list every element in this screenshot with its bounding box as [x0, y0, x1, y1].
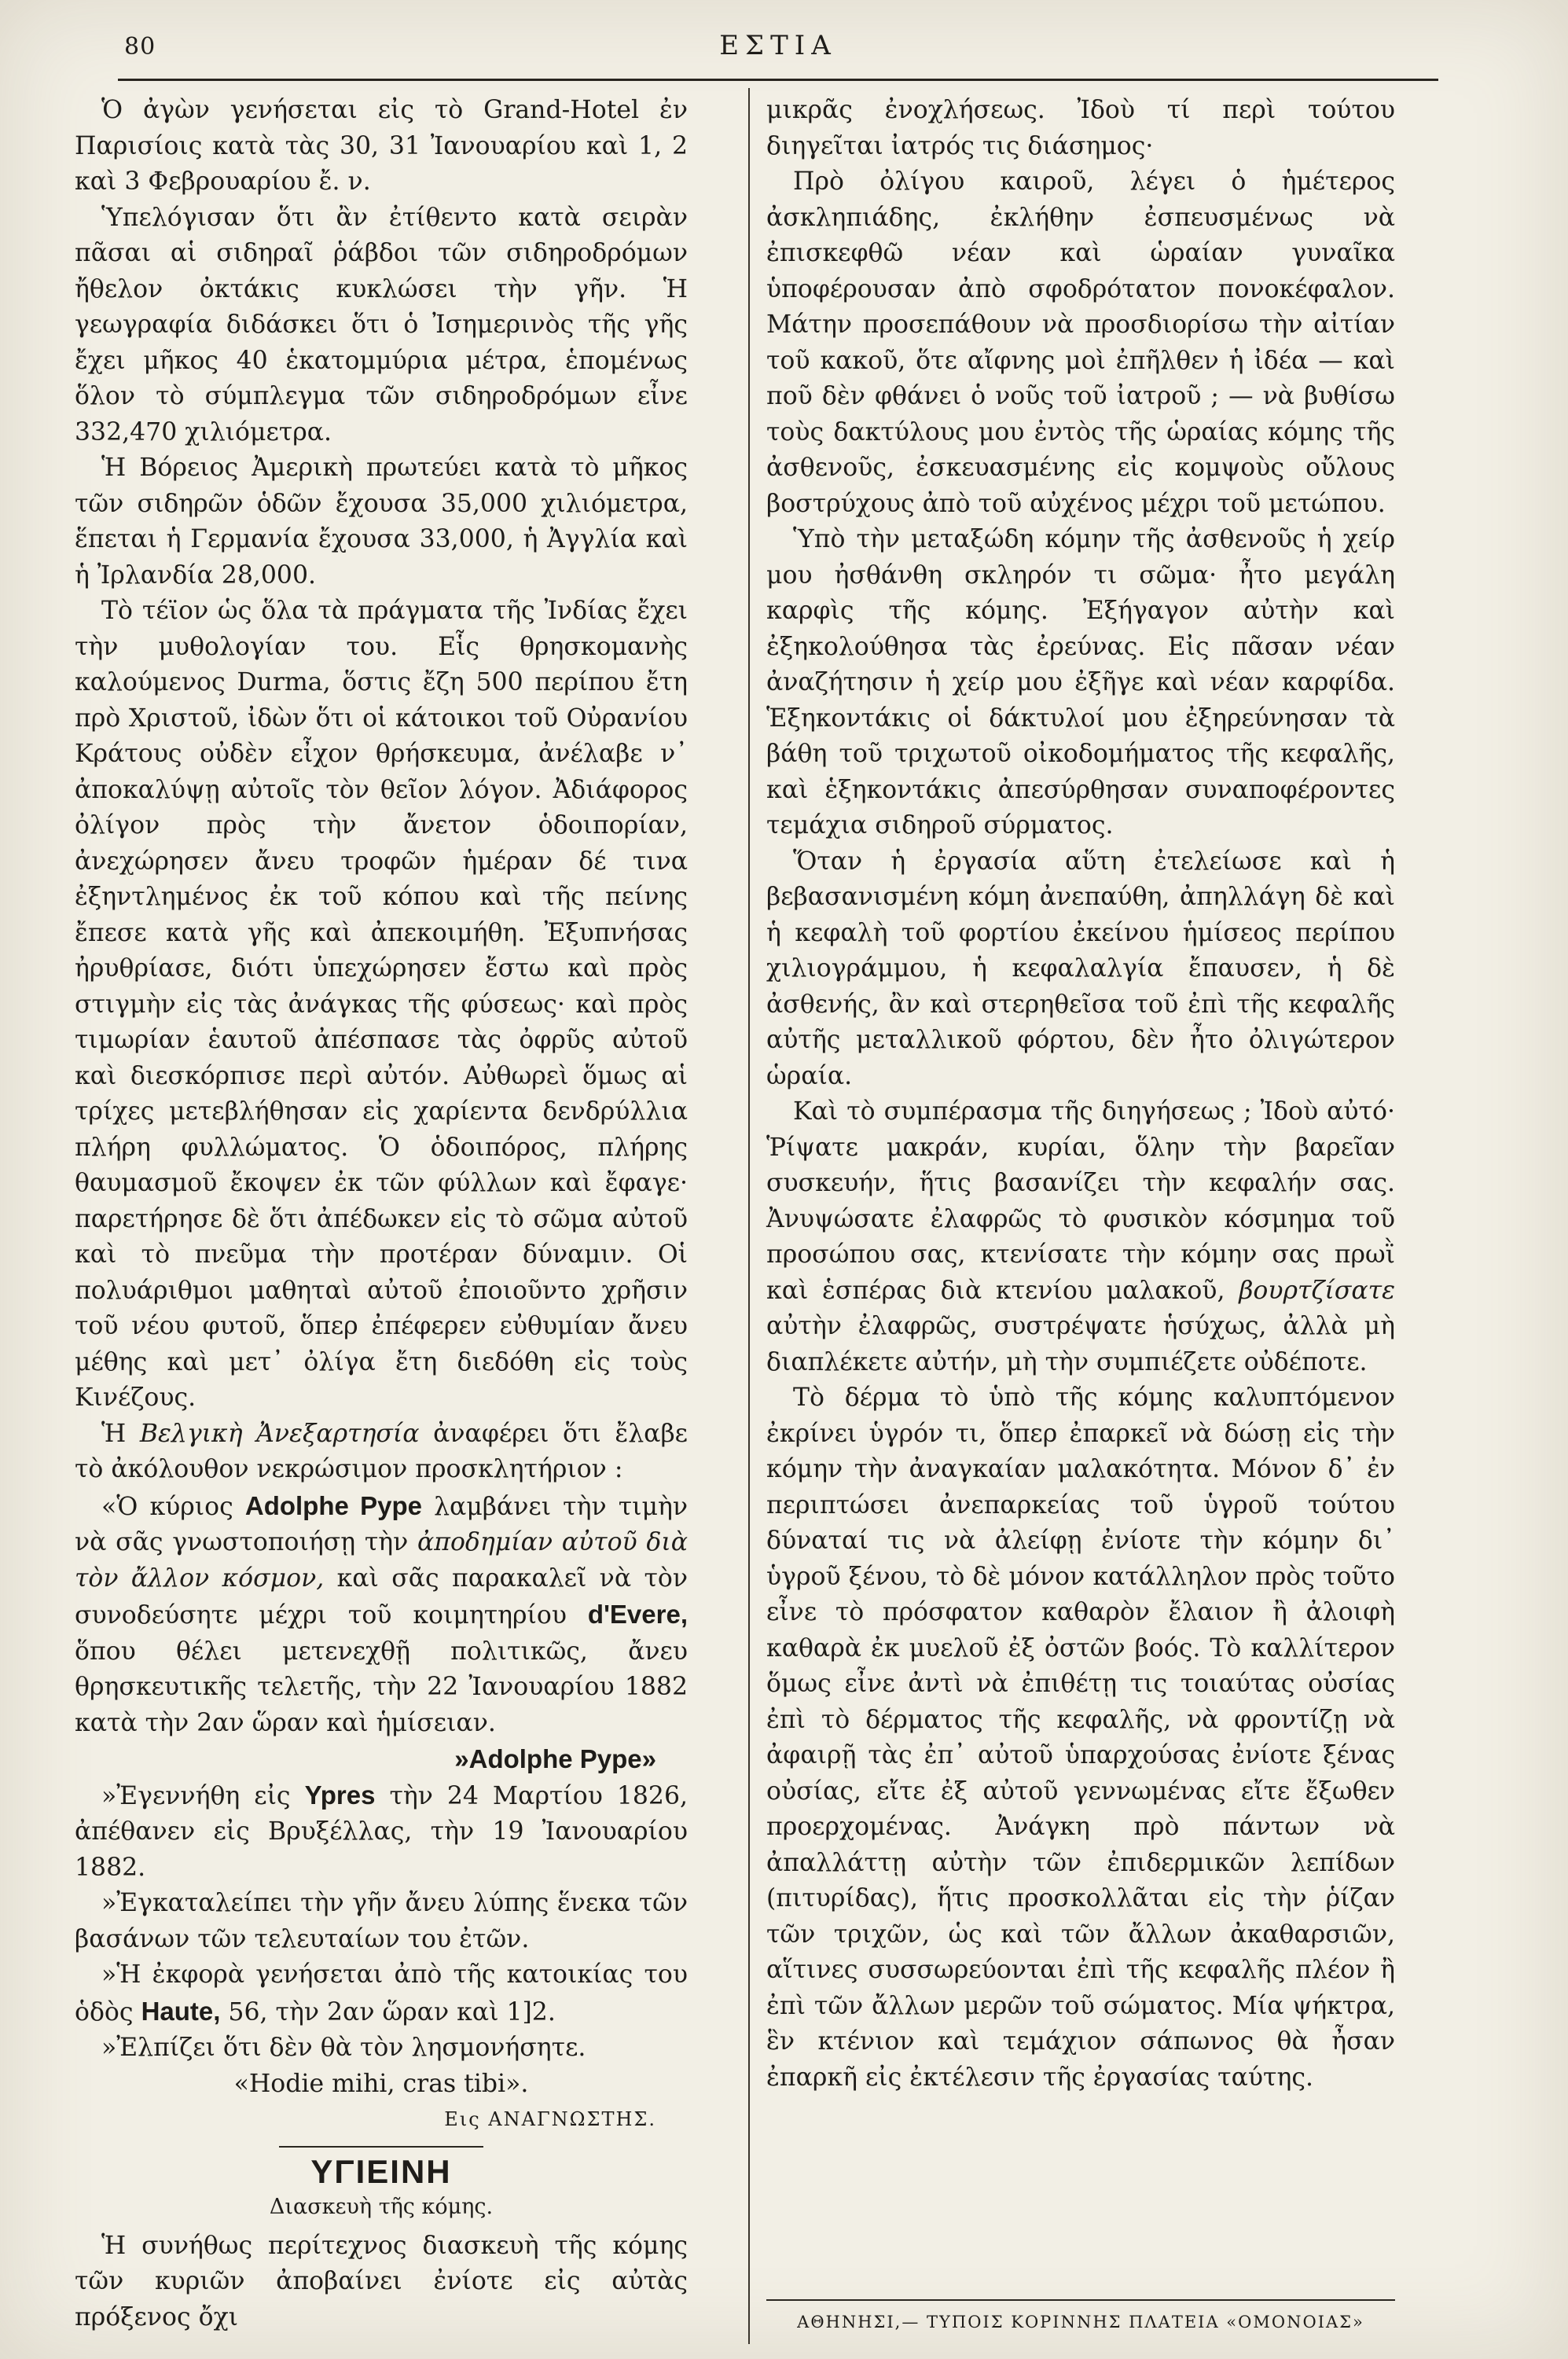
- left-column: [75, 93, 689, 2331]
- left-paragraph-4: Τὸ τέϊον ὡς ὅλα τὰ πράγματα τῆς Ἰνδίας ἔχει τὴν μυθολογίαν του. Εἷς θρησκομανὴς καλούμενος Durma, ὅστις ἔζη 500 περίπου ἔτη πρὸ Χριστοῦ, ἰδὼν ὅτι οἱ κάτοικοι τοῦ Οὐρανίου Κράτους οὐδὲν εἶχον θρήσκευμα, ἀνέλαβε ν᾿ ἀποκαλύψῃ αὐτοῖς τὸν θεῖον λόγον. Ἀδιάφορος ὀλίγον πρὸς τὴν ἄνετον ὁδοιπορίαν, ἀνεχώρησεν ἄνευ τροφῶν ἡμέραν δέ τινα ἐξηντλημένος ἐκ τοῦ κόπου καὶ τῆς πείνης ἔπεσε κατὰ γῆς καὶ ἀπεκοιμήθη. Ἐξυπνήσας ἠρυθρίασε, διότι ὑπεχώρησεν ἔστω καὶ πρὸς στιγμὴν εἰς τὰς ἀνάγκας τῆς φύσεως· καὶ πρὸς τιμωρίαν ἑαυτοῦ ἀπέσπασε τὰς ὀφρῦς αὐτοῦ καὶ διεσκόρπισε περὶ αὐτόν. Αὐθωρεὶ ὅμως αἱ τρίχες μετεβλήθησαν εἰς χαρίεντα δενδρύλλια πλήρη φυλλώματος. Ὁ ὁδοιπόρος, πλήρης θαυμασμοῦ ἔκοψεν ἐκ τῶν φύλλων καὶ ἔφαγε· παρετήρησε δὲ ὅτι ἀπέδωκεν εἰς τὸ σῶμα αὐτοῦ καὶ τὸ πνεῦμα τὴν προτέραν δύναμιν. Οἱ πολυάριθμοι μαθηταὶ αὐτοῦ ἐποιοῦντο χρῆσιν τοῦ νέου φυτοῦ, ὅπερ ἐπέφερεν εὐθυμίαν ἄνευ μέθης καὶ μετ᾿ ὀλίγα ἔτη διεδόθη εἰς τοὺς Κινέζους.: [75, 597, 688, 1412]
- section-subtitle: Διασκευὴ τῆς κόμης.: [269, 2195, 494, 2219]
- birth-part-b: τὴν 24 Μαρτίου 1826, ἀπέθανεν εἰς Βρυξέλλας, τὴν 19 Ἰανουαρίου 1882.: [75, 1781, 688, 1882]
- birth-part-a: »Ἐγεννήθη εἰς: [101, 1781, 305, 1810]
- latin-motto: «Hodie mihi, cras tibi».: [233, 2069, 529, 2098]
- conclusion-part-b: αὐτὴν ἐλαφρῶς, συστρέψατε ἡσύχως, ἀλλὰ μὴ διαπλέκετε αὐτήν, μὴ τὴν συμπιέζετε οὐδέποτε.: [766, 1312, 1395, 1376]
- obit-leaves: »Ἐγκαταλείπει τὴν γῆν ἄνευ λύπης ἕνεκα τῶν βασάνων τῶν τελευταίων του ἐτῶν.: [75, 1889, 688, 1953]
- left-paragraph-3: Ἡ Βόρειος Ἀμερικὴ πρωτεύει κατὰ τὸ μῆκος τῶν σιδηρῶν ὁδῶν ἔχουσα 35,000 χιλιόμετρα, ἕπεται ἡ Γερμανία ἔχουσα 33,000, ἡ Ἀγγλία καὶ ἡ Ἰρλανδία 28,000.: [75, 454, 688, 590]
- birth-place: Ypres: [304, 1780, 376, 1810]
- right-paragraph-5: [766, 1094, 1395, 1380]
- section-rule: [279, 2146, 483, 2148]
- right-paragraph-6: Τὸ δέρμα τὸ ὑπὸ τῆς κόμης καλυπτόμενον ἐκρίνει ὑγρόν τι, ὅπερ ἐπαρκεῖ νὰ δώσῃ εἰς τὴν κόμην τὴν ἀναγκαίαν μαλακότητα. Μόνον δ᾿ ἐν περιπτώσει ἀνεπαρκείας τοῦ ὑγροῦ τούτου δύναταί τις νὰ ἀλείφῃ ἐνίοτε τὴν κόμην δι᾿ ὑγροῦ ξένου, τὸ δὲ μόνον κατάλληλον πρὸς τοῦτο εἶνε τὸ πρόσφατον καθαρὸν ἔλαιον ἢ ἀλοιφὴ καθαρὰ ἐκ μυελοῦ ἐξ ὀστῶν βοός. Τὸ καλλίτερον ὅμως εἶνε ἀντὶ νὰ ἐπιθέτῃ τις τοιαύτας οὐσίας ἐπὶ τὸ δέρματος τῆς κεφαλῆς, νὰ φροντίζῃ νὰ ἀφαιρῇ τὰς ἐπ᾿ αὐτοῦ ὑπαρχούσας ἐνίοτε ξένας οὐσίας, εἴτε ἐξ αὐτοῦ γεννωμένας εἴτε ἔξωθεν προερχομένας. Ἀνάγκη πρὸ πάντων νὰ ἀπαλλάττῃ αὐτὴν τῶν ἐπιδερμικῶν λεπίδων (πιτυρίδας), ἥτις προσκολλᾶται εἰς τὴν ῥίζαν τῶν τριχῶν, ὡς καὶ τῶν ἄλλων ἀκαθαρσιῶν, αἵτινες συσσωρεύονται ἐπὶ τῆς κεφαλῆς πλέον ἢ ἐπὶ τῶν ἄλλων μερῶν τοῦ σώματος. Μία ψήκτρα, ἓν κτένιον καὶ τεμάχιον σάπωνος θὰ ἦσαν ἐπαρκῆ εἰς ἐκτέλεσιν τῆς ἐργασίας ταύτης.: [766, 1383, 1395, 2092]
- obit-hope: »Ἐλπίζει ὅτι δὲν θὰ τὸν λησμονήσητε.: [101, 2034, 586, 2062]
- funeral-street: Haute,: [141, 1996, 221, 2026]
- footer-rule: [766, 2299, 1395, 2301]
- obit-funeral: [75, 1957, 688, 2030]
- journal-title: ΕΣΤΙΑ: [719, 30, 837, 61]
- signature: Εις ΑΝΑΓΝΩΣΤΗΣ.: [444, 2108, 656, 2130]
- obit-italic: ἀποδημίαν αὐτοῦ διὰ τὸν ἄλλον κόσμον,: [75, 1528, 688, 1593]
- left-paragraph-5: [75, 1417, 688, 1488]
- obit-name: Adolphe Pype: [244, 1490, 422, 1520]
- obit-part-a: «Ὁ κύριος: [101, 1492, 245, 1521]
- obit-part-d: ὅπου θέλει μετενεχθῇ πολιτικῶς, ἄνευ θρησκευτικῆς τελετῆς, τὴν 22 Ἰανουαρίου 1882 κατὰ τὴν 2αν ὥραν καὶ ἡμίσειαν.: [75, 1637, 688, 1737]
- hygiene-paragraph-1: Ἡ συνήθως περίτεχνος διασκευὴ τῆς κόμης τῶν κυριῶν ἀποβαίνει ἐνίοτε εἰς αὐτὰς πρόξενος ὄχι: [75, 2231, 688, 2331]
- section-title: ΥΓΙΕΙΝΗ: [310, 2152, 452, 2190]
- page-number: 80: [124, 33, 156, 61]
- obituary-notice: [75, 1488, 688, 1742]
- left-paragraph-2: Ὑπελόγισαν ὅτι ἂν ἐτίθεντο κατὰ σειρὰν πᾶσαι αἱ σιδηραῖ ῥάβδοι τῶν σιδηροδρόμων ἤθελον ὀκτάκις κυκλώσει τὴν γῆν. Ἡ γεωγραφία διδάσκει ὅτι ὁ Ἰσημερινὸς τῆς γῆς ἔχει μῆκος 40 ἑκατομμύρια μέτρα, ἑπομένως ὅλον τὸ σύμπλεγμα τῶν σιδηροδρόμων εἶνε 332,470 χιλιόμετρα.: [75, 203, 688, 446]
- right-paragraph-3: Ὑπὸ τὴν μεταξώδη κόμην τῆς ἀσθενοῦς ἡ χείρ μου ἠσθάνθη σκληρόν τι σῶμα· ἦτο μεγάλη καρφὶς τῆς κόμης. Ἐξήγαγον αὐτὴν καὶ ἐξηκολούθησα τὰς ἐρεύνας. Εἰς πᾶσαν νέαν ἀναζήτησιν ἡ χείρ μου ἐξῆγε καὶ νέαν καρφίδα. Ἑξηκοντάκις οἱ δάκτυλοί μου ἐξηρεύνησαν τὰ βάθη τοῦ τριχωτοῦ οἰκοδομήματος τῆς κεφαλῆς, καὶ ἑξηκοντάκις ἀπεσύρθησαν συναποφέροντες τεμάχια σιδηροῦ σύρματος.: [766, 525, 1395, 840]
- conclusion-italic: βουρτζίσατε: [1239, 1276, 1395, 1305]
- newspaper-name: Βελγικὴ Ἀνεξαρτησία: [139, 1419, 420, 1448]
- conclusion-part-a: Καὶ τὸ συμπέρασμα τῆς διηγήσεως ; Ἰδοὺ αὐτό· Ῥίψατε μακράν, κυρίαι, ὅλην τὴν βαρεῖαν συσκευήν, ἥτις βασανίζει τὴν κεφαλήν σας. Ἀνυψώσατε ἐλαφρῶς τὸ φυσικὸν κόσμημα τοῦ προσώπου σας, κτενίσατε τὴν κόμην σας πρωῒ καὶ ἑσπέρας διὰ κτενίου μαλακοῦ,: [766, 1097, 1395, 1305]
- obit-part-b: λαμβάνει τὴν τιμὴν νὰ σᾶς γνωστοποιήσῃ τὴν: [75, 1492, 689, 1556]
- p5-part-a: Ἡ: [101, 1419, 140, 1448]
- page-header: [118, 24, 1438, 71]
- right-column: [766, 93, 1395, 2309]
- obit-place: d'Evere,: [587, 1600, 688, 1629]
- column-divider: [748, 88, 750, 2344]
- obit-signature-name: »Adolphe Pype»: [454, 1744, 656, 1773]
- header-rule: [118, 79, 1438, 81]
- p5-part-b: ἀναφέρει ὅτι ἔλαβε τὸ ἀκόλουθον νεκρώσιμον προσκλητήριον :: [75, 1419, 688, 1483]
- right-paragraph-2: Πρὸ ὀλίγου καιροῦ, λέγει ὁ ἡμέτερος ἀσκληπιάδης, ἐκλήθην ἐσπευσμένως νὰ ἐπισκεφθῶ νέαν καὶ ὡραίαν γυναῖκα ὑποφέρουσαν ἀπὸ σφοδρότατον πονοκέφαλον. Μάτην προσεπάθουν νὰ προσδιορίσω τὴν αἰτίαν τοῦ κακοῦ, ὅτε αἴφνης μοὶ ἐπῆλθεν ἡ ἰδέα — καὶ ποῦ δὲν φθάνει ὁ νοῦς τοῦ ἰατροῦ ; — νὰ βυθίσω τοὺς δακτύλους μου ἐντὸς τῆς ὡραίας κόμης τῆς ἀσθενοῦς, ἐσκευασμένης εἰς κομψοὺς οὔλους βοστρύχους ἀπὸ τοῦ αὐχένος μέχρι τοῦ μετώπου.: [766, 167, 1395, 518]
- funeral-part-b: 56, τὴν 2αν ὥραν καὶ 1]2.: [220, 1997, 556, 2026]
- right-paragraph-1: μικρᾶς ἐνοχλήσεως. Ἰδοὺ τί περὶ τούτου διηγεῖται ἰατρός τις διάσημος·: [766, 96, 1395, 160]
- funeral-part-a: »Ἡ ἐκφορὰ γενήσεται ἀπὸ τῆς κατοικίας του ὁδὸς: [75, 1960, 688, 2026]
- printer-imprint: ΑΘΗΝΗΣΙ,— ΤΥΠΟΙΣ ΚΟΡΙΝΝΗΣ ΠΛΑΤΕΙΑ «ΟΜΟΝΟΙΑΣ»: [797, 2313, 1364, 2331]
- obit-part-c: καὶ σᾶς παρακαλεῖ νὰ τὸν συνοδεύσητε μέχρι τοῦ κοιμητηρίου: [75, 1563, 688, 1630]
- left-paragraph-1: Ὁ ἀγὼν γενήσεται εἰς τὸ Grand-Hotel ἐν Παρισίοις κατὰ τὰς 30, 31 Ἰανουαρίου καὶ 1, 2 καὶ 3 Φεβρουαρίου ἔ. ν.: [75, 96, 688, 196]
- right-paragraph-4: Ὅταν ἡ ἐργασία αὕτη ἐτελείωσε καὶ ἡ βεβασανισμένη κόμη ἀνεπαύθη, ἀπηλλάγη δὲ καὶ ἡ κεφαλὴ τοῦ φορτίου ἐκείνου ἡμίσεος περίπου χιλιογράμμου, ἡ κεφαλαλγία ἔπαυσεν, ἡ δὲ ἀσθενής, ἂν καὶ στερηθεῖσα τοῦ ἐπὶ τῆς κεφαλῆς αὐτῆς μεταλλικοῦ φόρτου, δὲν ἦτο ὀλιγώτερον ὡραία.: [766, 847, 1395, 1090]
- obit-birth: [75, 1777, 688, 1887]
